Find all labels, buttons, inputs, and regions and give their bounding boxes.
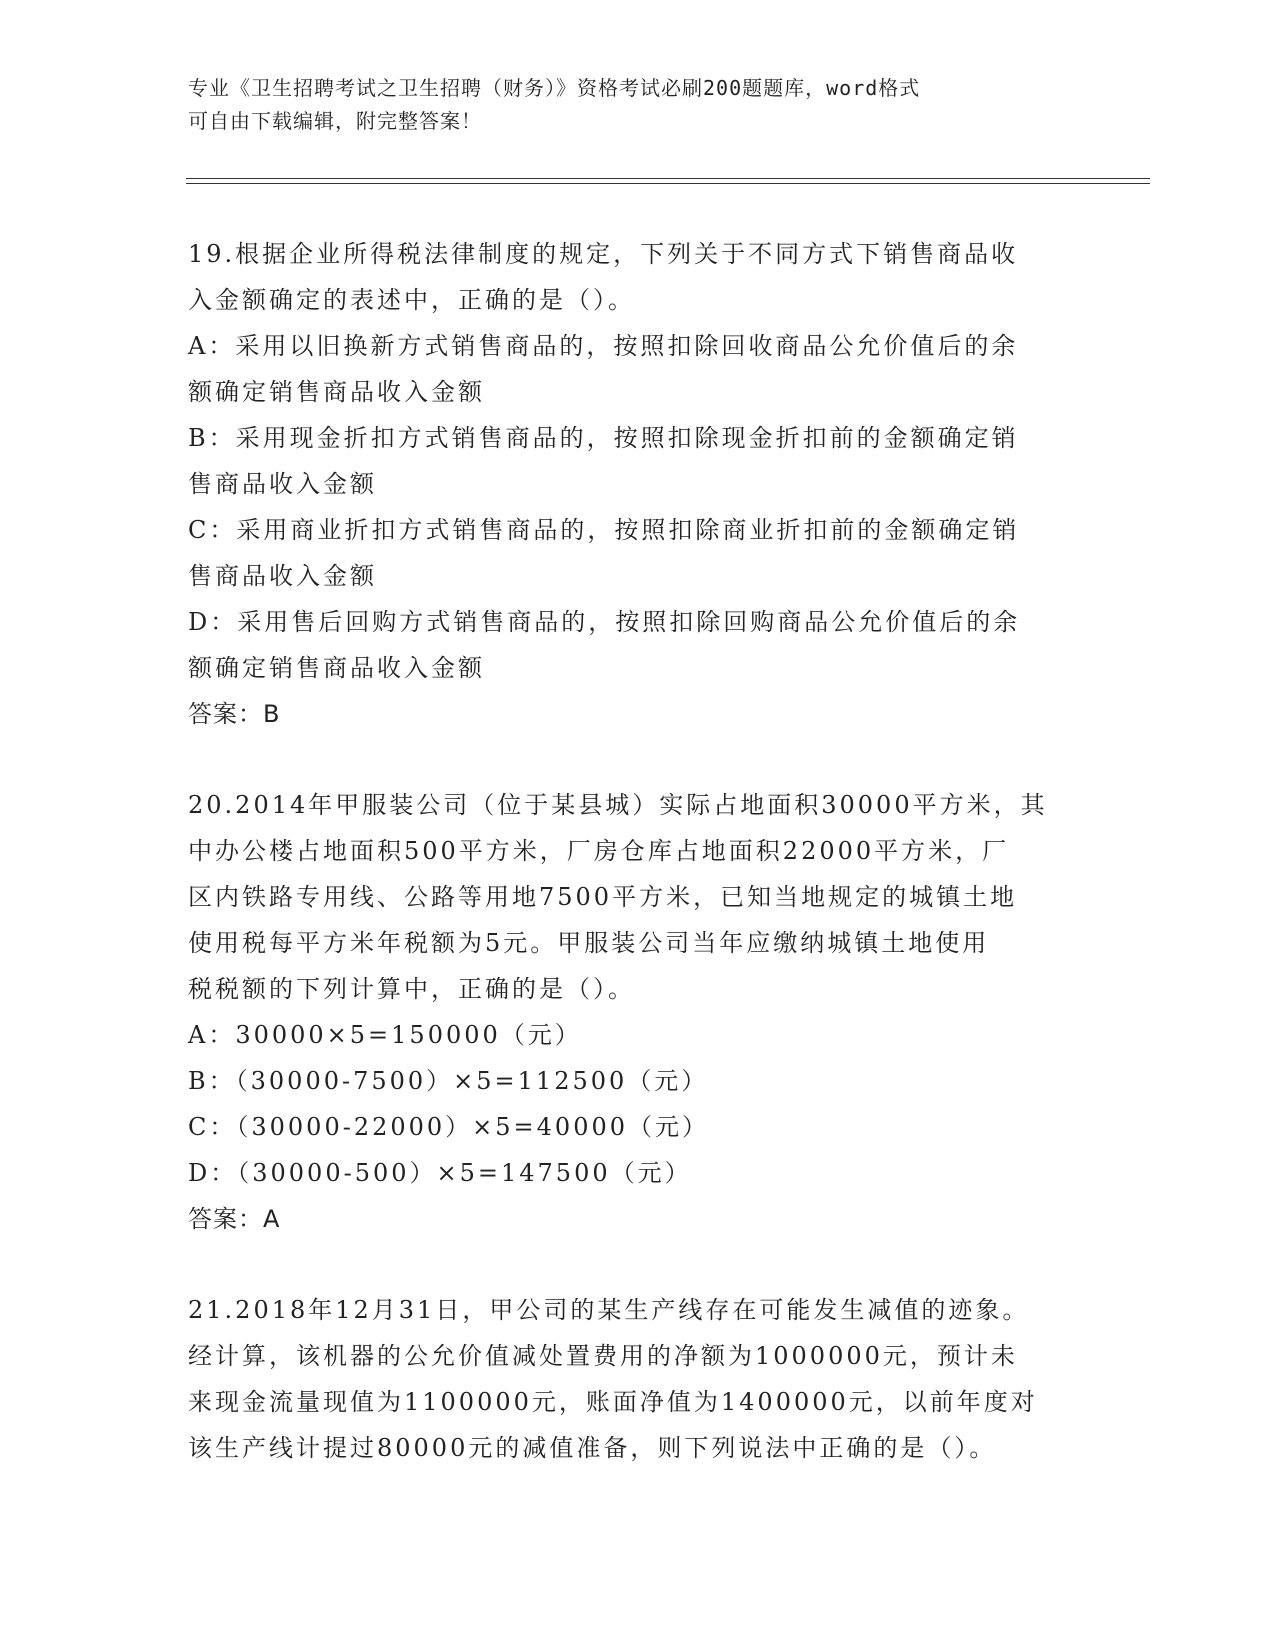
answer-label: 答案：A (188, 1205, 281, 1233)
question-stem-line: 税税额的下列计算中，正确的是（）。 (188, 975, 635, 1003)
spacer (188, 1242, 1088, 1287)
question-21 (188, 1287, 1088, 1471)
question-stem-line: 区内铁路专用线、公路等用地7500平方米，已知当地规定的城镇土地 (188, 883, 1018, 911)
question-stem-line: 来现金流量现值为1100000元，账面净值为1400000元，以前年度对 (188, 1388, 1038, 1416)
option-b: B：（30000-7500）×5=112500（元） (188, 1067, 709, 1095)
header-line: 专业《卫生招聘考试之卫生招聘（财务）》资格考试必刷200题题库，word格式 (188, 76, 921, 100)
option-d: D：（30000-500）×5=147500（元） (188, 1159, 692, 1187)
question-stem-line: 使用税每平方米年税额为5元。甲服装公司当年应缴纳城镇土地使用 (188, 929, 990, 957)
question-stem-line: 经计算，该机器的公允价值减处置费用的净额为1000000元，预计未 (188, 1342, 1018, 1370)
question-stem-line: 21.2018年12月31日，甲公司的某生产线存在可能发生减值的迹象。 (188, 1296, 1030, 1324)
question-stem-line: 20.2014年甲服装公司（位于某县城）实际占地面积30000平方米，其 (188, 791, 1048, 819)
option-d-continued: 额确定销售商品收入金额 (188, 654, 485, 682)
header-line: 可自由下载编辑，附完整答案！ (188, 109, 482, 133)
answer-label: 答案：B (188, 700, 281, 728)
option-a-continued: 额确定销售商品收入金额 (188, 378, 485, 406)
option-c-continued: 售商品收入金额 (188, 562, 377, 590)
header-divider (186, 178, 1150, 179)
question-20 (188, 782, 1088, 1242)
option-b-continued: 售商品收入金额 (188, 470, 377, 498)
question-stem-line: 19.根据企业所得税法律制度的规定，下列关于不同方式下销售商品收 (188, 240, 1019, 268)
spacer (188, 737, 1088, 782)
question-19 (188, 231, 1088, 737)
question-stem-line: 该生产线计提过80000元的减值准备，则下列说法中正确的是（）。 (188, 1434, 997, 1462)
option-c: C：采用商业折扣方式销售商品的，按照扣除商业折扣前的金额确定销 (188, 516, 1020, 544)
question-stem-line: 中办公楼占地面积500平方米，厂房仓库占地面积22000平方米，厂 (188, 837, 1010, 865)
question-stem-line: 入金额确定的表述中，正确的是（）。 (188, 286, 635, 314)
option-b: B：采用现金折扣方式销售商品的，按照扣除现金折扣前的金额确定销 (188, 424, 1019, 452)
header-divider (186, 183, 1150, 184)
document-header (188, 72, 1068, 138)
option-a: A：采用以旧换新方式销售商品的，按照扣除回收商品公允价值后的余 (188, 332, 1019, 360)
option-a: A：30000×5=150000（元） (188, 1021, 582, 1049)
option-c: C：（30000-22000）×5=40000（元） (188, 1113, 710, 1141)
option-d: D：采用售后回购方式销售商品的，按照扣除回购商品公允价值后的余 (188, 608, 1021, 636)
question-list (188, 231, 1088, 1471)
